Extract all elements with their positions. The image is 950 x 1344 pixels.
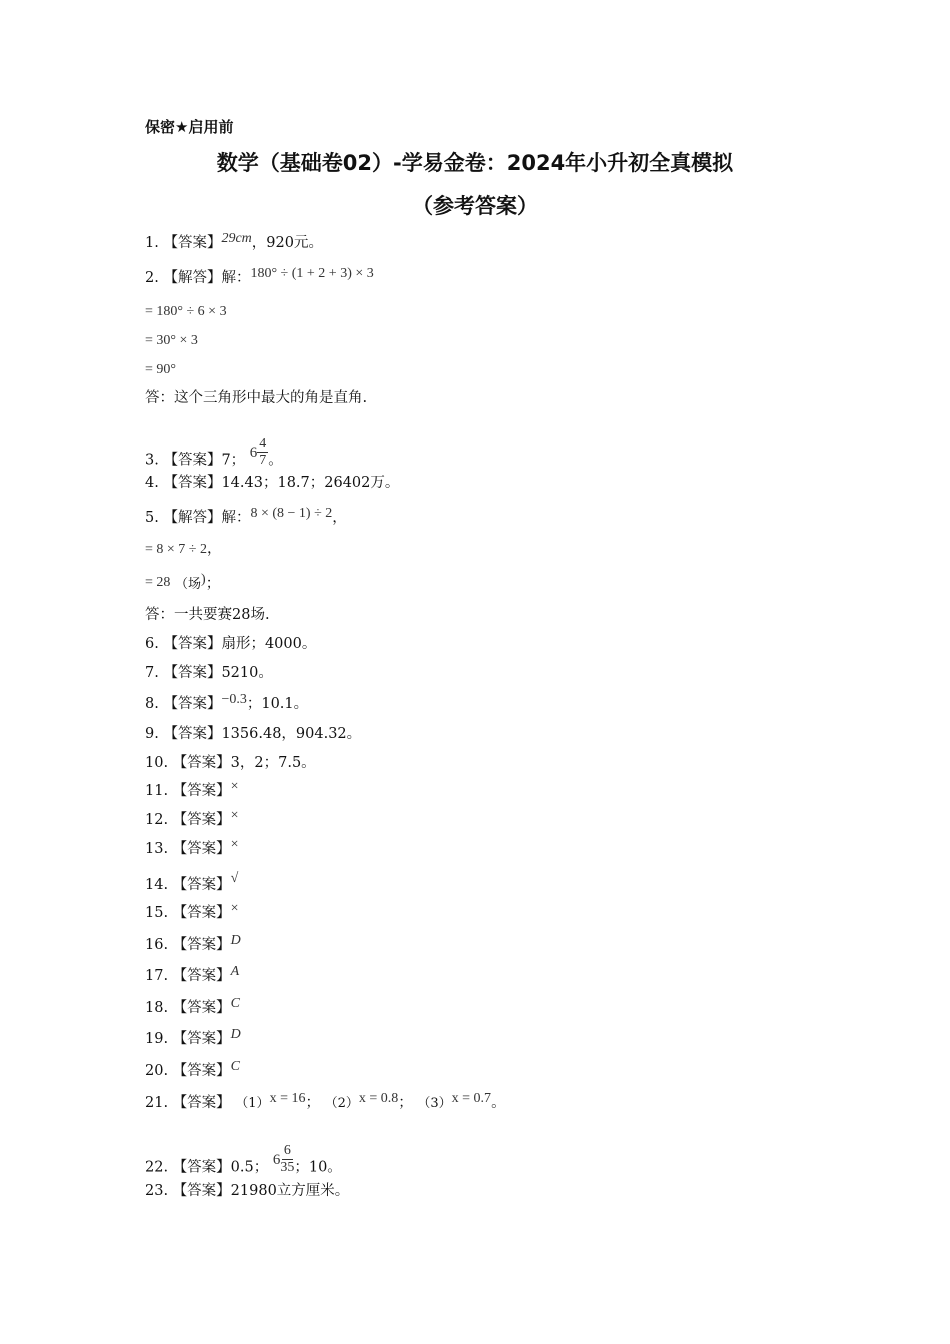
answer-tag: 【答案】: [172, 877, 231, 893]
answer-2-step-3: [145, 360, 176, 379]
answer-tag: 【答案】: [172, 841, 231, 857]
fraction: [280, 1143, 294, 1176]
math-step: = 28: [145, 575, 171, 590]
question-number: 15.: [145, 905, 169, 921]
question-number: 18.: [145, 1000, 169, 1016]
answer-tag: 【答案】: [163, 665, 222, 681]
choice-letter: D: [230, 933, 241, 948]
answer-5-conclusion: 答：一共要赛28场.: [145, 607, 270, 623]
answer-tag: 【答案】: [163, 235, 222, 251]
answer-tag: 【答案】: [172, 1063, 231, 1079]
question-number: 5.: [145, 510, 159, 526]
choice-letter: D: [230, 1027, 241, 1042]
answer-text: ；10。: [294, 1159, 342, 1176]
answer-text: 7；: [221, 452, 246, 469]
part-label: （1）: [235, 1096, 270, 1111]
question-number: 4.: [145, 475, 159, 491]
answer-23: [145, 1182, 349, 1200]
answer-21: [145, 1091, 506, 1113]
math-expression: x = 0.8: [358, 1091, 399, 1106]
cross-mark: ×: [230, 901, 239, 916]
answer-text: 0.5；: [230, 1159, 269, 1176]
math-expression: 180° ÷ (1 + 2 + 3) × 3: [250, 266, 374, 281]
question-number: 11.: [145, 783, 169, 799]
answer-tag: 【答案】: [172, 783, 231, 799]
answer-text: ，920元。: [251, 235, 323, 251]
answer-8: [145, 692, 309, 714]
answer-19: [145, 1027, 241, 1049]
math-step: = 30° × 3: [145, 333, 198, 348]
question-number: 12.: [145, 812, 169, 828]
answer-text: 1356.48，904.32。: [221, 726, 362, 742]
question-number: 1.: [145, 235, 159, 251]
page-title: 数学（基础卷02）-学易金卷：2024年小升初全真模拟: [216, 151, 734, 175]
part-label: （3）: [417, 1096, 452, 1111]
answer-11: [145, 779, 239, 801]
fraction-denominator: 7: [259, 453, 267, 468]
answer-1: [145, 231, 323, 253]
punctuation: ，: [206, 541, 222, 557]
mixed-number-whole: 6: [249, 444, 258, 461]
answer-4: [145, 474, 399, 492]
answer-tag: 【答案】: [172, 1183, 231, 1199]
answer-tag: 【答案】: [172, 1031, 231, 1047]
fraction-numerator: 4: [259, 436, 267, 451]
answer-text: 3，2；7.5。: [230, 755, 316, 771]
answer-tag: 【解答】解：: [163, 270, 251, 286]
fraction: [257, 436, 268, 469]
math-step: = 90°: [145, 362, 176, 377]
cross-mark: ×: [230, 837, 239, 852]
question-number: 22.: [145, 1159, 169, 1176]
answer-2: [145, 266, 374, 288]
question-number: 3.: [145, 452, 159, 469]
answer-tag: 【答案】: [172, 755, 231, 771]
question-number: 20.: [145, 1063, 169, 1079]
punctuation: ；: [205, 576, 221, 592]
answer-20: [145, 1059, 241, 1081]
answer-text: 扇形；4000。: [221, 636, 317, 652]
answer-10: [145, 754, 316, 772]
fraction-denominator: 35: [280, 1160, 295, 1175]
choice-letter: C: [230, 1059, 241, 1074]
choice-letter: C: [230, 996, 241, 1011]
answer-9: [145, 725, 361, 743]
question-number: 14.: [145, 877, 169, 893]
answer-7: [145, 664, 273, 682]
answer-5-step-1: [145, 540, 221, 559]
answer-tag: 【答案】: [172, 1159, 231, 1176]
question-number: 13.: [145, 841, 169, 857]
punctuation: ，: [332, 510, 347, 526]
question-number: 17.: [145, 968, 169, 984]
answer-text: 。: [268, 452, 283, 469]
math-expression: 29cm: [221, 231, 252, 246]
answer-tag: 【答案】: [163, 696, 222, 712]
answer-tag: 【解答】解：: [163, 510, 251, 526]
answer-tag: 【答案】: [172, 968, 231, 984]
math-step: = 180° ÷ 6 × 3: [145, 304, 227, 319]
cross-mark: ×: [230, 808, 239, 823]
answer-6: [145, 635, 316, 653]
question-number: 6.: [145, 636, 159, 652]
question-number: 16.: [145, 937, 169, 953]
unit-text: （场: [175, 577, 202, 592]
math-step: = 8 × 7 ÷ 2: [145, 542, 207, 557]
math-expression: 8 × (8 − 1) ÷ 2: [250, 506, 333, 521]
question-number: 7.: [145, 665, 159, 681]
part-label: （2）: [324, 1096, 359, 1111]
answer-22: [145, 1143, 342, 1184]
answer-2-conclusion: 答：这个三角形中最大的角是直角.: [145, 390, 368, 406]
confidential-label: 保密★启用前: [145, 118, 234, 136]
answer-tag: 【答案】: [163, 475, 222, 491]
punctuation: ；: [398, 1095, 413, 1111]
answer-tag: 【答案】: [172, 937, 231, 953]
question-number: 21.: [145, 1095, 169, 1111]
answer-17: [145, 964, 240, 986]
answer-text: 5210。: [221, 665, 273, 681]
choice-letter: A: [230, 964, 240, 979]
question-number: 2.: [145, 270, 159, 286]
answer-tag: 【答案】: [163, 726, 222, 742]
cross-mark: ×: [230, 779, 239, 794]
answer-tag: 【答案】: [172, 905, 231, 921]
mixed-number-whole: 6: [272, 1151, 281, 1168]
answer-13: [145, 837, 239, 859]
answer-text: ；10.1。: [246, 696, 309, 712]
answer-5-step-2: [145, 572, 221, 594]
math-expression: x = 16: [269, 1091, 306, 1106]
answer-14: [145, 871, 239, 895]
answer-18: [145, 996, 241, 1018]
answer-text: 14.43；18.7；26402万。: [221, 475, 400, 491]
answer-tag: 【答案】: [172, 812, 231, 828]
question-number: 10.: [145, 755, 169, 771]
fraction-numerator: 6: [283, 1143, 291, 1158]
math-expression: −0.3: [221, 692, 247, 707]
punctuation: ；: [305, 1095, 320, 1111]
answer-tag: 【答案】: [172, 1000, 231, 1016]
answer-16: [145, 933, 241, 955]
answer-tag: 【答案】: [172, 1095, 231, 1111]
answer-tag: 【答案】: [163, 636, 222, 652]
answer-5: [145, 506, 347, 528]
answer-2-step-1: [145, 302, 227, 321]
answer-text: 21980立方厘米。: [230, 1183, 350, 1199]
punctuation: 。: [491, 1095, 506, 1111]
question-number: 23.: [145, 1183, 169, 1199]
question-number: 8.: [145, 696, 159, 712]
answer-2-step-2: [145, 331, 198, 350]
check-mark: √: [230, 871, 239, 886]
answer-12: [145, 808, 239, 830]
answer-tag: 【答案】: [163, 452, 222, 469]
question-number: 9.: [145, 726, 159, 742]
answer-3: [145, 436, 283, 477]
math-paren: ): [201, 572, 206, 587]
question-number: 19.: [145, 1031, 169, 1047]
answer-15: [145, 901, 239, 923]
math-expression: x = 0.7: [451, 1091, 492, 1106]
page-subtitle: （参考答案）: [412, 194, 538, 218]
